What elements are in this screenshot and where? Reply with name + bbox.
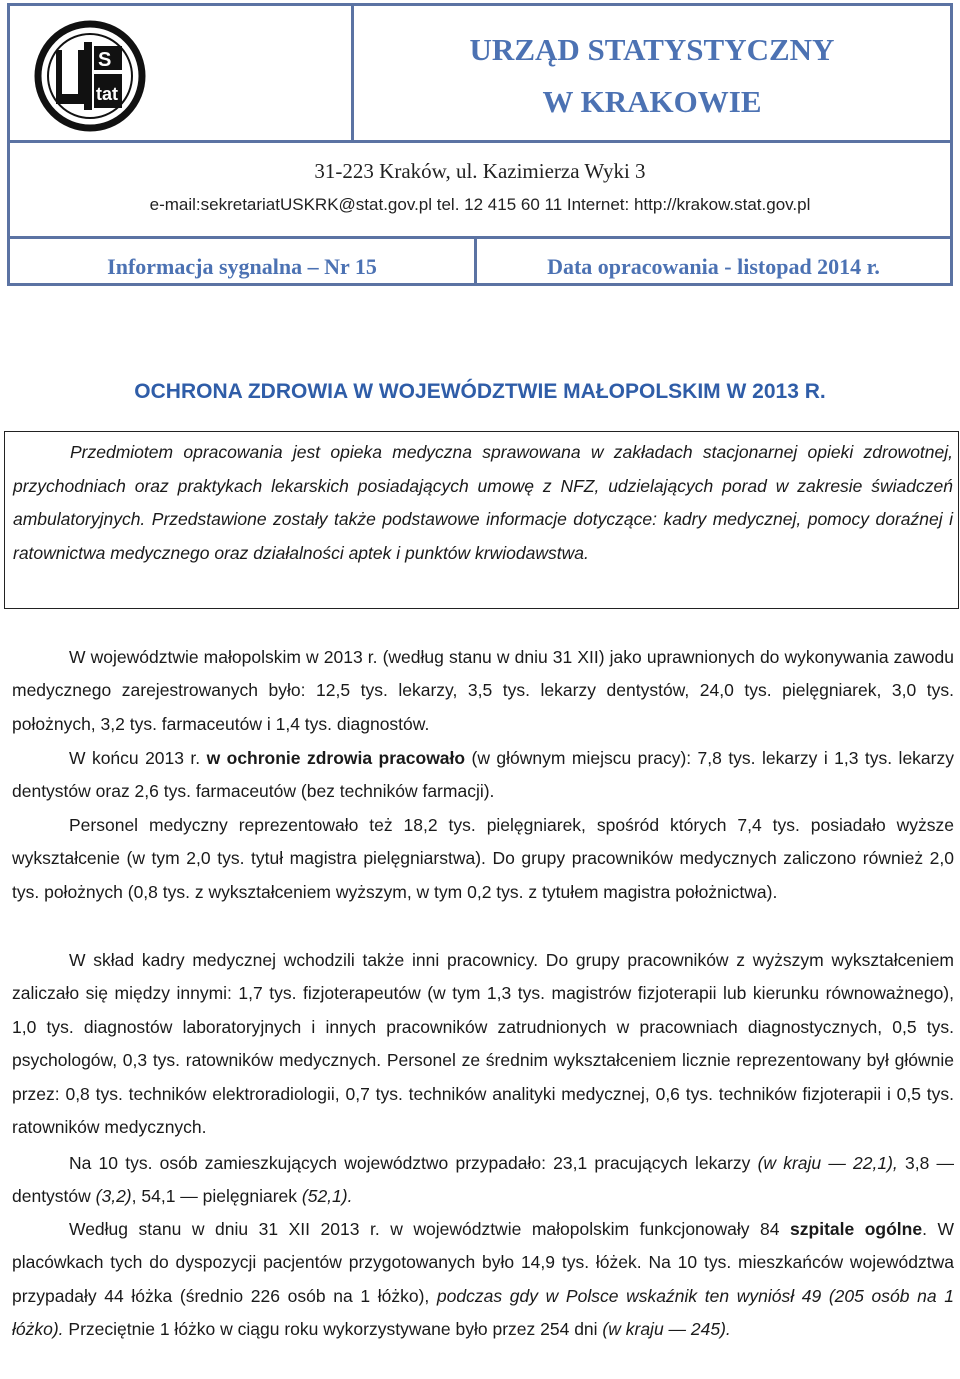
p2-end: (w głównym miejscu pracy): 7,8 tys. lekarzy i 1,3 tys. lekarzy dentystów oraz 2,6 tys. farmaceutów (bez techników farmacji). bbox=[12, 748, 954, 802]
p5-part5: , 54,1 — pielęgniarek bbox=[131, 1186, 302, 1207]
p6-part3: . W placówkach tych do dyspozycji pacjentów przygotowanych było 14,9 tys. łóżek. Na 10 tys. mieszkańców województwa przypadały 44 łóżka (średnio 226 osób na 1 łóżko), bbox=[12, 1219, 954, 1306]
office-title-line2: W KRAKOWIE bbox=[542, 84, 762, 119]
p2-bold: w ochronie zdrowia pracowało bbox=[206, 748, 466, 768]
p5-part1: Na 10 tys. osób zamieszkujących województwo przypadało: 23,1 pracujących lekarzy bbox=[69, 1153, 758, 1173]
p5-part4: (3,2) bbox=[95, 1186, 132, 1207]
p5-part3: 3,8 — dentystów bbox=[12, 1153, 954, 1207]
paragraph-employed bbox=[12, 742, 954, 809]
p5-part6: (52,1). bbox=[301, 1186, 353, 1207]
office-title bbox=[354, 6, 950, 143]
p6-part1: Według stanu w dniu 31 XII 2013 r. w województwie małopolskim funkcjonowały 84 bbox=[69, 1219, 791, 1239]
office-address: 31-223 Kraków, ul. Kazimierza Wyki 3 bbox=[314, 159, 646, 183]
p6-part4: podczas gdy w Polsce wskaźnik ten wyniósł 49 (205 osób na 1 łóżko). bbox=[12, 1285, 954, 1340]
paragraph-hospitals bbox=[12, 1213, 954, 1347]
office-contacts: e-mail:sekretariatUSKRK@stat.gov.pl tel. 12 415 60 11 Internet: http://krakow.stat.gov.pl bbox=[149, 195, 811, 214]
svg-text:tat: tat bbox=[96, 84, 118, 104]
p6-part6: (w kraju — 245). bbox=[602, 1319, 731, 1340]
intro-paragraph: Przedmiotem opracowania jest opieka medyczna sprawowana w zakładach stacjonarnej opieki zdrowotnej, przychodniach oraz praktykach lekarskich posiadających umowę z NFZ, udzielających porad w zakresie świadczeń ambulatoryjnych. Przedstawione zostały także podstawowe informacje dotyczące: kadry medycznej, pomocy doraźnej i ratownictwa medycznego oraz działalności aptek i punktów krwiodawstwa. bbox=[13, 442, 953, 563]
document-title: OCHRONA ZDROWIA W WOJEWÓDZTWIE MAŁOPOLSKIM W 2013 R. bbox=[134, 380, 826, 403]
publication-date: Data opracowania - listopad 2014 r. bbox=[547, 254, 880, 279]
ustat-logo bbox=[34, 20, 146, 132]
p6-part5: Przeciętnie 1 łóżko w ciągu roku wykorzystywane było przez 254 dni bbox=[63, 1319, 603, 1340]
p2-start: W końcu 2013 r. bbox=[69, 748, 207, 768]
paragraph-registered: W województwie małopolskim w 2013 r. (według stanu w dniu 31 XII) jako uprawnionych do wykonywania zawodu medycznego zarejestrowanych było: 12,5 tys. lekarzy, 3,5 tys. lekarzy dentystów, 24,0 tys. pielęgniarek, 3,0 tys. położnych, 3,2 tys. farmaceutów i 1,4 tys. diagnostów. bbox=[12, 647, 954, 734]
p6-part2: szpitale ogólne bbox=[790, 1219, 923, 1239]
bulletin-number: Informacja sygnalna – Nr 15 bbox=[10, 239, 477, 286]
paragraph-nurses: Personel medyczny reprezentowało też 18,2 tys. pielęgniarek, spośród których 7,4 tys. posiadało wyższe wykształcenie (w tym 2,0 tys. tytuł magistra pielęgniarstwa). Do grupy pracowników medycznych zaliczono również 2,0 tys. położnych (0,8 tys. z wykształceniem wyższym, w tym 0,2 tys. z tytułem magistra położnictwa). bbox=[12, 815, 954, 902]
paragraph-other-staff: W skład kadry medycznej wchodzili także inni pracownicy. Do grupy pracowników z wyższym wykształceniem zaliczało się między innymi: 1,7 tys. fizjoterapeutów (w tym 1,3 tys. magistrów fizjoterapii lub kierunku równoważnego), 1,0 tys. diagnostów laboratoryjnych i innych pracowników zatrudnionych w pracowniach diagnostycznych, 0,5 tys. psychologów, 0,3 tys. ratowników medycznych. Personel ze średnim wykształceniem licznie reprezentowany był głównie przez: 0,8 tys. techników elektroradiologii, 0,7 tys. techników analityki medycznej, 0,6 tys. techników fizjoterapii i 0,5 tys. ratowników medycznych. bbox=[12, 950, 954, 1138]
paragraph-per-capita bbox=[12, 1147, 954, 1214]
intro-box bbox=[4, 431, 959, 609]
info-row bbox=[10, 236, 950, 286]
office-title-line1: URZĄD STATYSTYCZNY bbox=[469, 32, 835, 67]
p5-part2: (w kraju — 22,1), bbox=[757, 1153, 898, 1173]
svg-text:S: S bbox=[98, 49, 112, 71]
logo-cell bbox=[10, 6, 354, 143]
letterhead bbox=[7, 3, 953, 286]
